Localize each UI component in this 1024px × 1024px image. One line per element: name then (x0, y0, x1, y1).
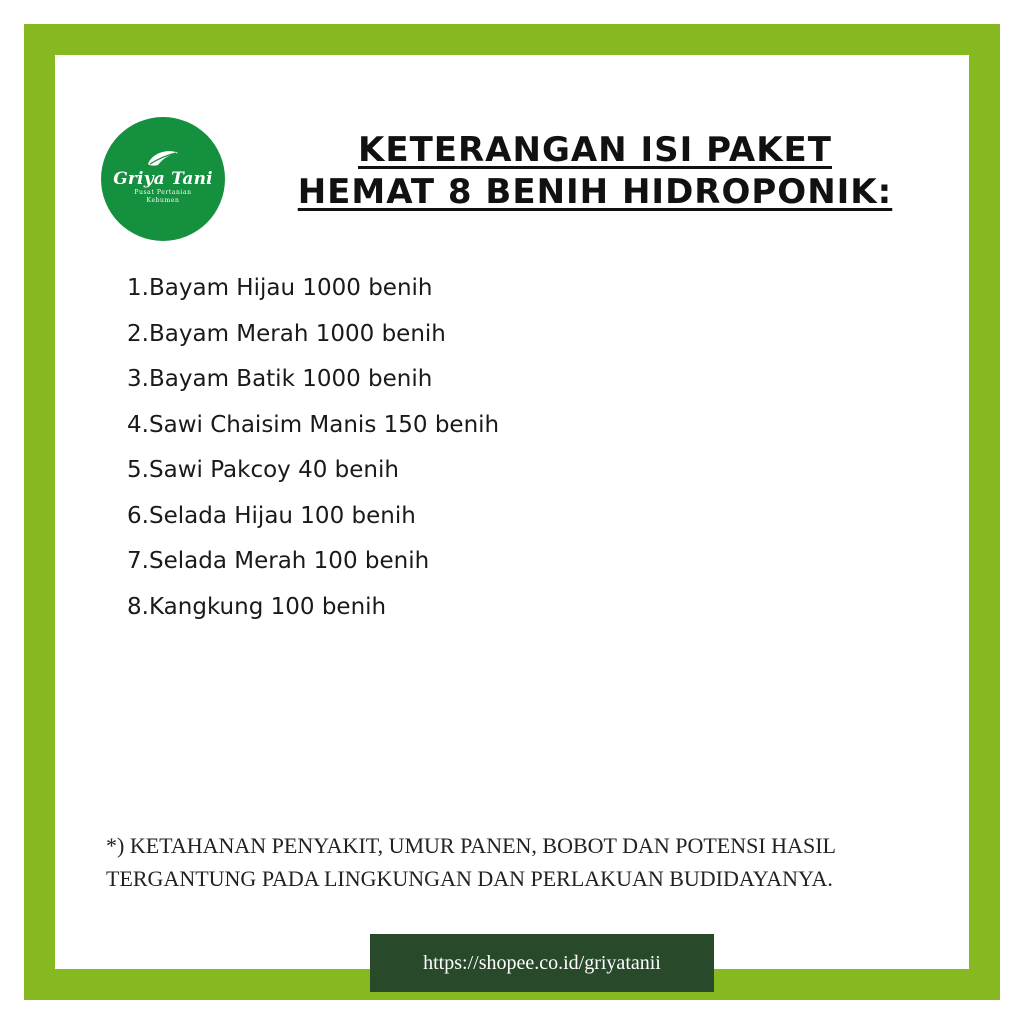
item-number: 1. (127, 275, 149, 301)
list-item (111, 448, 499, 494)
item-label: Bayam Batik 1000 benih (149, 366, 433, 392)
item-label: Sawi Pakcoy 40 benih (149, 457, 399, 483)
item-label: Selada Merah 100 benih (149, 548, 430, 574)
note-line-2: TERGANTUNG PADA LINGKUNGAN DAN PERLAKUAN BUDIDAYANYA. (106, 866, 833, 891)
list-item (111, 585, 499, 631)
content-card (55, 55, 969, 974)
note-line-1: *) KETAHANAN PENYAKIT, UMUR PANEN, BOBOT DAN POTENSI HASIL (106, 833, 836, 858)
list-item (111, 312, 499, 358)
item-number: 7. (127, 548, 149, 574)
seed-list (111, 266, 499, 630)
leaf-icon (145, 149, 181, 167)
list-item (111, 403, 499, 449)
item-number: 4. (127, 411, 149, 438)
item-label: Sawi Chaisim Manis 150 benih (149, 411, 500, 438)
item-number: 3. (127, 366, 149, 392)
logo-subtitle-location: Kebumen (146, 197, 180, 204)
shop-link-button[interactable] (370, 934, 714, 992)
list-item (111, 494, 499, 540)
item-label: Bayam Merah 1000 benih (149, 320, 446, 347)
item-label: Bayam Hijau 1000 benih (149, 275, 433, 301)
list-item (111, 357, 499, 403)
title-line-2: HEMAT 8 BENIH HIDROPONIK: (297, 172, 893, 212)
disclaimer-note (106, 829, 966, 895)
list-item (111, 539, 499, 585)
item-number: 6. (127, 502, 149, 529)
green-border-frame (24, 24, 1000, 1000)
item-label: Selada Hijau 100 benih (149, 502, 416, 529)
page-title (235, 129, 955, 213)
brand-logo (101, 117, 225, 241)
shop-link-text[interactable]: https://shopee.co.id/griyatanii (423, 951, 661, 974)
logo-subtitle: Pusat Pertanian (134, 189, 192, 196)
item-number: 2. (127, 320, 149, 347)
title-line-1: KETERANGAN ISI PAKET (358, 130, 832, 170)
item-number: 8. (127, 593, 149, 620)
item-number: 5. (127, 457, 149, 483)
list-item (111, 266, 499, 312)
logo-title: Griya Tani (113, 169, 213, 189)
item-label: Kangkung 100 benih (149, 593, 387, 620)
